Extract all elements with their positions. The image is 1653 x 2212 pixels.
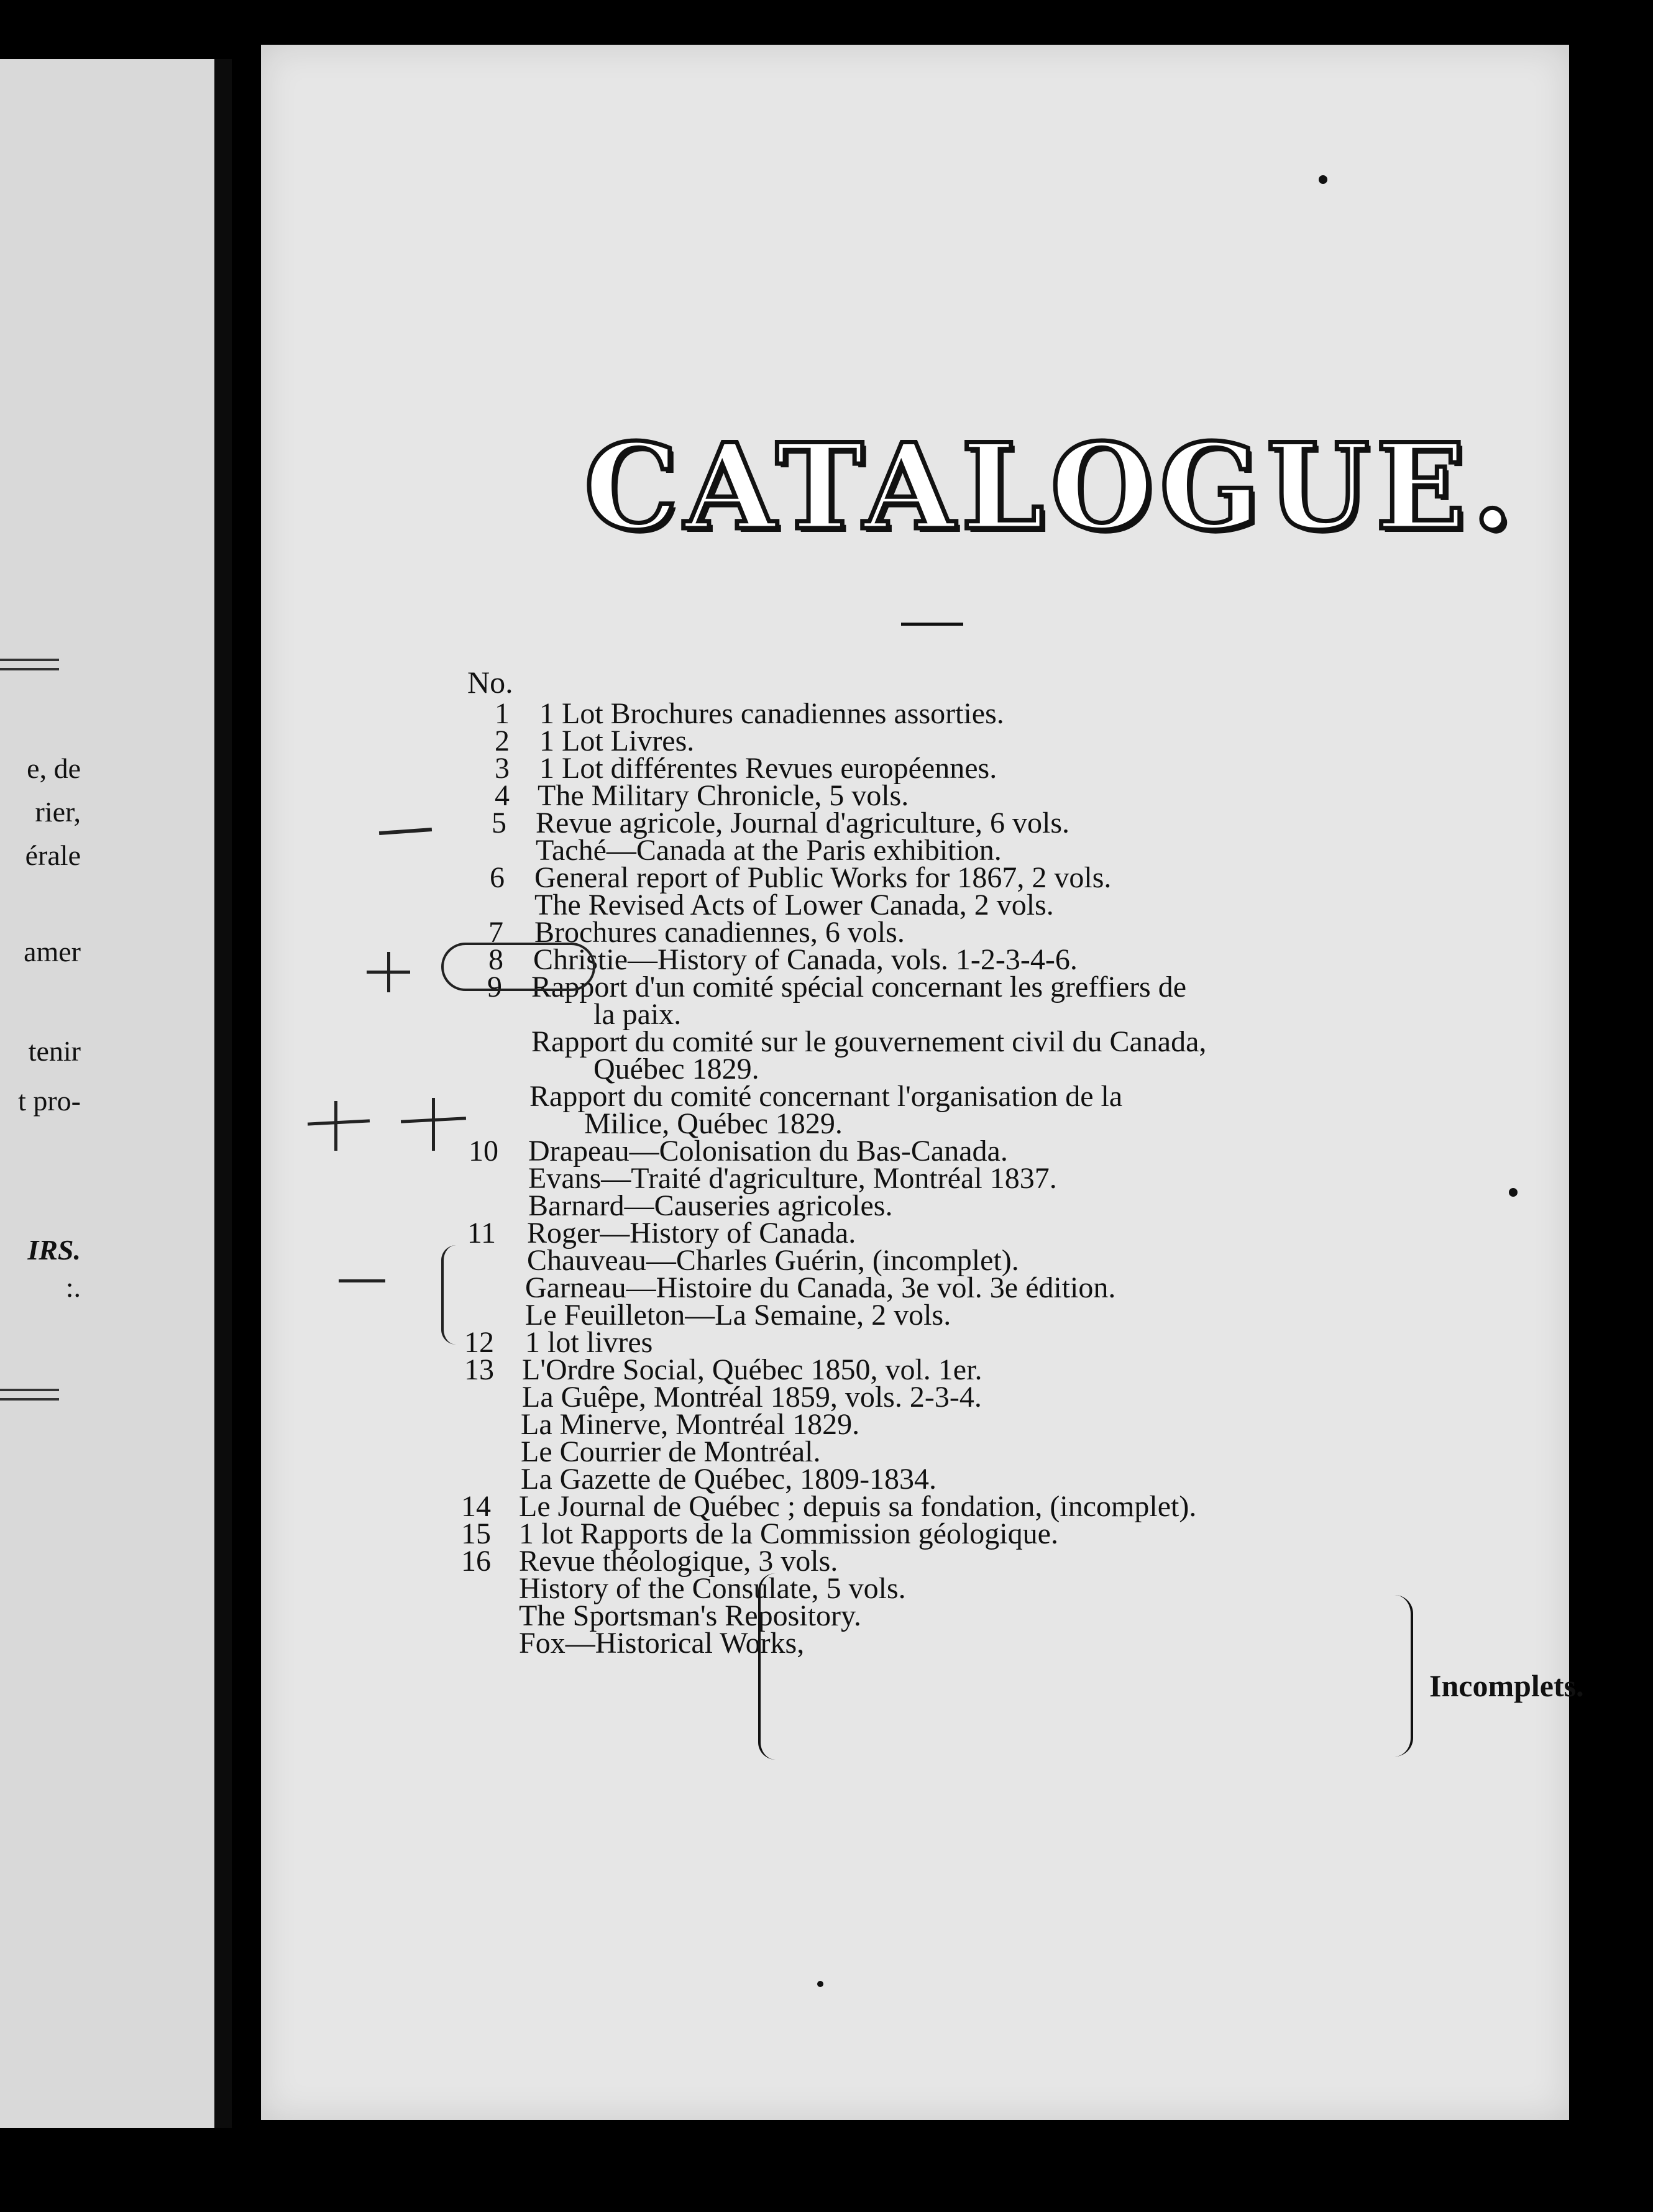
- text-fragment: t pro-: [18, 1085, 81, 1117]
- ink-spot: [817, 1981, 823, 1987]
- dash-mark: [339, 1279, 385, 1282]
- list-item: 7 Brochures canadiennes, 6 vols.: [488, 916, 905, 949]
- group-note: Incomplets.: [1429, 1668, 1584, 1703]
- list-item: 6 General report of Public Works for 1867, 2 vols.: [490, 861, 1112, 894]
- list-item: 9 Rapport d'un comité spécial concernant les greffiers de: [487, 971, 1187, 1003]
- divider: [0, 1389, 59, 1391]
- catalogue-list: [261, 697, 1569, 1660]
- list-item: Evans—Traité d'agriculture, Montréal 1837.: [528, 1162, 1057, 1195]
- text-fragment: érale: [25, 839, 81, 871]
- list-item: History of the Consulate, 5 vols.: [519, 1572, 906, 1605]
- text-fragment: rier,: [35, 796, 81, 828]
- list-item: Québec 1829.: [593, 1053, 759, 1085]
- divider: [0, 1398, 59, 1401]
- list-item: Le Feuilleton—La Semaine, 2 vols.: [525, 1299, 951, 1332]
- ink-spot: [1509, 1188, 1518, 1197]
- page-gutter: [214, 59, 232, 2128]
- list-item: 8 Christie—History of Canada, vols. 1-2-3-4-6.: [488, 943, 1078, 976]
- bracket-mark: [441, 1245, 456, 1345]
- text-fragment: IRS.: [27, 1234, 81, 1266]
- list-item: 3 1 Lot différentes Revues européennes.: [495, 752, 997, 785]
- text-fragment: :.: [65, 1271, 81, 1303]
- list-item: 5 Revue agricole, Journal d'agriculture, 6 vols.: [492, 807, 1070, 839]
- list-item: La Gazette de Québec, 1809-1834.: [521, 1463, 937, 1496]
- list-item: Garneau—Histoire du Canada, 3e vol. 3e édition.: [525, 1271, 1116, 1304]
- list-item: 15 1 lot Rapports de la Commission géologique.: [461, 1517, 1058, 1550]
- text-fragment: amer: [24, 936, 81, 967]
- list-item: 12 1 lot livres: [464, 1326, 653, 1359]
- page-title: CATALOGUE.: [584, 418, 1519, 556]
- divider: [0, 668, 59, 670]
- list-item: 10 Drapeau—Colonisation du Bas-Canada.: [469, 1135, 1008, 1168]
- list-item: La Minerve, Montréal 1829.: [521, 1408, 860, 1441]
- group-brace: [1392, 1595, 1413, 1757]
- title-rule: [901, 623, 963, 626]
- cross-mark: [432, 1098, 435, 1151]
- ink-spot: [1319, 175, 1327, 184]
- divider: [0, 659, 59, 661]
- list-item: Chauveau—Charles Guérin, (incomplet).: [527, 1244, 1019, 1277]
- list-item: The Revised Acts of Lower Canada, 2 vols.: [534, 889, 1054, 921]
- list-item: Rapport du comité concernant l'organisation de la: [529, 1080, 1123, 1113]
- circle-mark: [441, 943, 595, 991]
- list-item: Milice, Québec 1829.: [584, 1107, 843, 1140]
- list-item: 2 1 Lot Livres.: [495, 724, 695, 757]
- list-item: 13 L'Ordre Social, Québec 1850, vol. 1er.: [464, 1353, 982, 1386]
- list-item: Barnard—Causeries agricoles.: [528, 1189, 893, 1222]
- list-item: la paix.: [593, 998, 682, 1031]
- cross-mark: [387, 952, 390, 992]
- list-item: La Guêpe, Montréal 1859, vols. 2-3-4.: [522, 1381, 982, 1414]
- handwritten-bracket: [758, 1573, 776, 1760]
- catalogue-page: [261, 45, 1584, 2120]
- cross-mark: [334, 1101, 337, 1151]
- list-item: 11 Roger—History of Canada.: [467, 1217, 856, 1250]
- text-fragment: e, de: [27, 752, 81, 784]
- list-item: Fox—Historical Works,: [519, 1627, 805, 1660]
- list-item: 4 The Military Chronicle, 5 vols.: [495, 779, 909, 812]
- number-column-header: No.: [467, 665, 513, 700]
- list-item: Taché—Canada at the Paris exhibition.: [536, 834, 1002, 867]
- list-item: Rapport du comité sur le gouvernement civil du Canada,: [531, 1025, 1207, 1058]
- list-item: 1 1 Lot Brochures canadiennes assorties.: [495, 697, 1004, 730]
- list-item: 16 Revue théologique, 3 vols.: [461, 1545, 838, 1578]
- list-item: 14 Le Journal de Québec ; depuis sa fondation, (incomplet).: [461, 1490, 1197, 1523]
- text-fragment: tenir: [28, 1035, 81, 1067]
- previous-page-fragment: [0, 59, 214, 2128]
- list-item: The Sportsman's Repository.: [519, 1599, 861, 1632]
- list-item: Le Courrier de Montréal.: [521, 1435, 821, 1468]
